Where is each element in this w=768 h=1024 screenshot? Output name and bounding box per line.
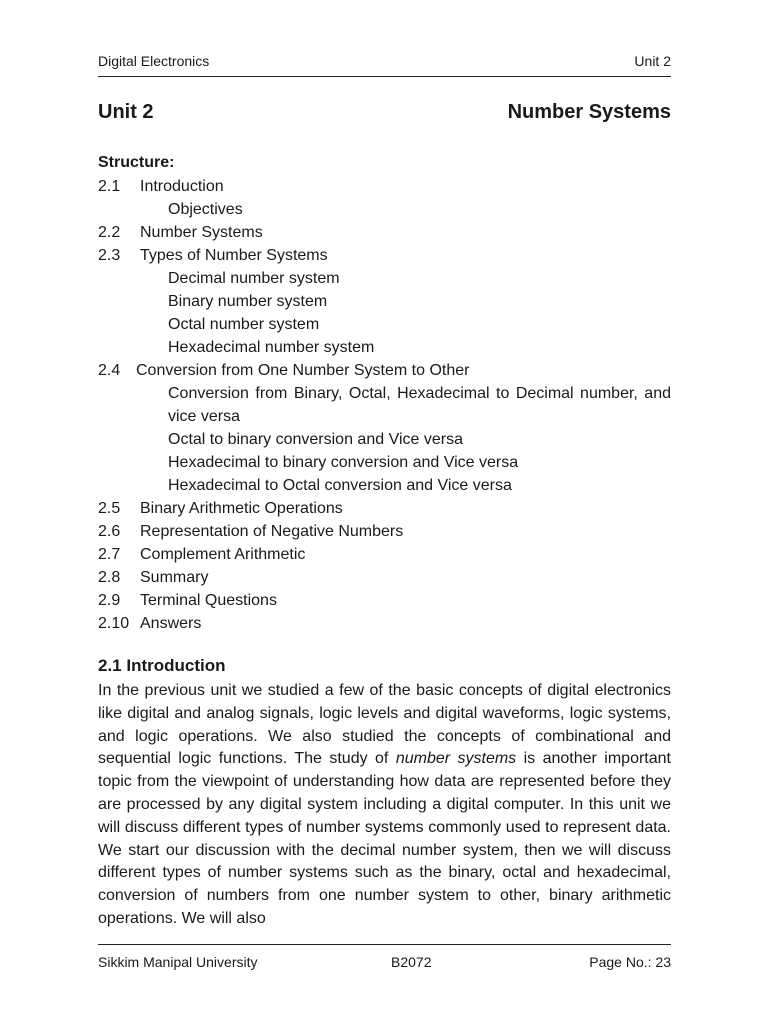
unit-number: Unit 2 bbox=[98, 101, 154, 123]
toc-item bbox=[98, 612, 671, 635]
toc-label: Octal to binary conversion and Vice versa bbox=[168, 431, 463, 448]
toc-subitem bbox=[98, 382, 671, 428]
toc-number: 2.7 bbox=[98, 546, 121, 563]
toc-label: Complement Arithmetic bbox=[140, 546, 306, 563]
toc-label: Objectives bbox=[168, 201, 243, 218]
toc-item bbox=[98, 244, 671, 267]
toc-label: Conversion from Binary, Octal, Hexadecimal to Decimal number, and vice versa bbox=[168, 385, 671, 425]
toc-item bbox=[98, 359, 671, 382]
footer-rule bbox=[98, 944, 671, 945]
toc-number: 2.4 bbox=[98, 362, 121, 379]
toc-label: Answers bbox=[140, 615, 202, 632]
toc-item bbox=[98, 520, 671, 543]
document-page bbox=[98, 0, 671, 1024]
toc-subitem bbox=[98, 336, 671, 359]
toc-number: 2.1 bbox=[98, 178, 121, 195]
toc-label: Binary number system bbox=[168, 293, 328, 310]
footer-university: Sikkim Manipal University bbox=[98, 954, 258, 970]
toc-label: Conversion from One Number System to Other bbox=[136, 362, 470, 379]
footer-page-number: Page No.: 23 bbox=[589, 954, 671, 970]
structure-heading: Structure: bbox=[98, 154, 175, 171]
toc-label: Representation of Negative Numbers bbox=[140, 523, 404, 540]
toc-label: Summary bbox=[140, 569, 209, 586]
toc-item bbox=[98, 589, 671, 612]
toc-label: Octal number system bbox=[168, 316, 320, 333]
toc-label: Binary Arithmetic Operations bbox=[140, 500, 343, 517]
toc-subitem bbox=[98, 198, 671, 221]
toc-number: 2.10 bbox=[98, 615, 130, 632]
toc-number: 2.3 bbox=[98, 247, 121, 264]
toc-label: Types of Number Systems bbox=[140, 247, 328, 264]
toc-label: Terminal Questions bbox=[140, 592, 277, 609]
header-rule bbox=[98, 76, 671, 77]
header-course-title: Digital Electronics bbox=[98, 53, 210, 69]
paragraph-text-start: In the previous unit we studied a few of the basic concepts of digital electronics like digital and analog signals, logic levels and digital waveforms, logic systems, and logic operations. We also studied the concepts of combinational and sequential logic functions. The study of bbox=[98, 682, 671, 768]
paragraph-text-end: is another important topic from the viewpoint of understanding how data are represented before they are processed by any digital system including a digital computer. In this unit we will discuss different types of number systems commonly used to represent data. We start our discussion with the decimal number system, then we will discuss different types of number systems such as the binary, octal and hexadecimal, conversion of numbers from one number system to other, binary arithmetic operations. We will also bbox=[98, 750, 671, 927]
toc-number: 2.2 bbox=[98, 224, 121, 241]
unit-title: Number Systems bbox=[507, 101, 671, 123]
toc-subitem bbox=[98, 474, 671, 497]
toc-label: Hexadecimal to Octal conversion and Vice versa bbox=[168, 477, 512, 494]
header-unit-label: Unit 2 bbox=[634, 53, 671, 69]
toc-label: Hexadecimal number system bbox=[168, 339, 375, 356]
toc-subitem bbox=[98, 313, 671, 336]
toc-item bbox=[98, 566, 671, 589]
toc-item bbox=[98, 175, 671, 198]
running-header bbox=[98, 53, 671, 69]
toc-label: Introduction bbox=[140, 178, 224, 195]
section-heading: 2.1 Introduction bbox=[98, 656, 226, 675]
introduction-paragraph bbox=[98, 680, 671, 931]
toc-item bbox=[98, 221, 671, 244]
footer-course-code: B2072 bbox=[391, 954, 432, 970]
toc-subitem bbox=[98, 451, 671, 474]
toc-number: 2.8 bbox=[98, 569, 121, 586]
toc-number: 2.5 bbox=[98, 500, 121, 517]
toc-subitem bbox=[98, 428, 671, 451]
toc-number: 2.9 bbox=[98, 592, 121, 609]
toc-subitem bbox=[98, 290, 671, 313]
structure-list bbox=[98, 175, 671, 635]
toc-item bbox=[98, 497, 671, 520]
page-title bbox=[98, 101, 671, 124]
toc-item bbox=[98, 543, 671, 566]
toc-subitem bbox=[98, 267, 671, 290]
toc-label: Decimal number system bbox=[168, 270, 340, 287]
toc-number: 2.6 bbox=[98, 523, 121, 540]
emphasized-term: number systems bbox=[395, 750, 517, 768]
toc-label: Number Systems bbox=[140, 224, 263, 241]
toc-label: Hexadecimal to binary conversion and Vice versa bbox=[168, 454, 519, 471]
